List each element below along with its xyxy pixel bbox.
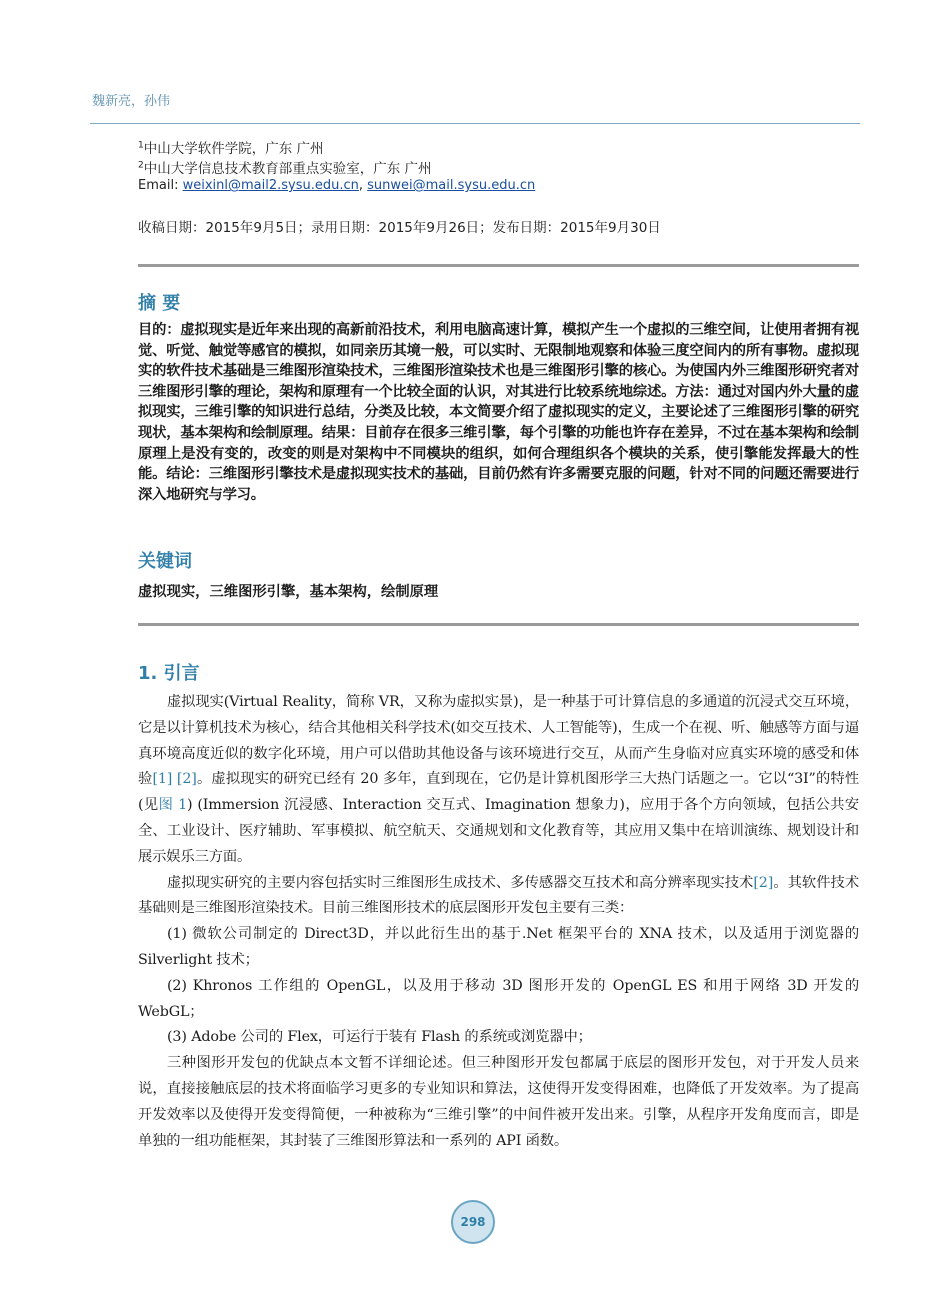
abstract-text: 目的：虚拟现实是近年来出现的高新前沿技术，利用电脑高速计算，模拟产生一个虚拟的三维空间，让使用者拥有视觉、听觉、触觉等感官的模拟，如同亲历其境一般，可以实时、无限制地观察和体验三度空间内的所有事物。虚拟现实的软件技术基础是三维图形渲染技术，三维图形渲染技术也是三维图形引擎的核心。为使国内外三维图形研究者对三维图形引擎的理论，架构和原理有一个比较全面的认识，对其进行比较系统地综述。方法：通过对国内外大量的虚拟现实，三维引擎的知识进行总结，分类及比较，本文简要介绍了虚拟现实的定义，主要论述了三维图形引擎的研究现状，基本架构和绘制原理。结果：目前存在很多三维引擎，每个引擎的功能也许存在差异，不过在基本架构和绘制原理上是没有变的，改变的则是对架构中不同模块的组织，如何合理组织各个模块的关系，使引擎能发挥最大的性能。结论：三维图形引擎技术是虚拟现实技术的基础，目前仍然有许多需要克服的问题，针对不同的问题还需要进行深入地研究与学习。 — [138, 322, 859, 503]
list-item-1: (1) 微软公司制定的 Direct3D，并以此衍生出的基于.Net 框架平台的 XNA 技术，以及适用于浏览器的 Silverlight 技术； — [138, 926, 859, 968]
affiliation-2 — [138, 157, 432, 177]
citation-link-1-2[interactable]: [1] [2] — [152, 771, 197, 788]
intro-p2-text-a: 虚拟现实研究的主要内容包括实时三维图形生成技术、多传感器交互技术和高分辨率现实技术 — [167, 874, 754, 891]
abstract-heading: 摘 要 — [138, 293, 181, 314]
intro-heading: 1. 引言 — [138, 663, 200, 684]
affiliation-1-text: 中山大学软件学院，广东 广州 — [143, 141, 324, 157]
list-item-3: (3) Adobe 公司的 Flex，可运行于装有 Flash 的系统或浏览器中； — [167, 1029, 592, 1046]
intro-p1-text-c: ) (Immersion 沉浸感、Interaction 交互式、Imagination 想象力)，应用于各个方向领域，包括公共安全、工业设计、医疗辅助、军事模拟、航空航天、交通规划和文化教育等，其应用又集中在培训演练、规划设计和展示娱乐三方面。 — [138, 797, 859, 865]
page-number-badge: 298 — [451, 1200, 495, 1244]
keywords-text: 虚拟现实，三维图形引擎，基本架构，绘制原理 — [138, 584, 439, 600]
affiliation-1-marker: 1 — [138, 140, 144, 151]
intro-body — [138, 690, 859, 1154]
header-divider — [90, 123, 860, 124]
abstract-top-rule — [138, 264, 859, 267]
email-link-2[interactable]: sunwei@mail.sysu.edu.cn — [367, 178, 536, 193]
running-header-authors: 魏新亮，孙伟 — [92, 94, 171, 109]
intro-paragraph-2 — [138, 871, 859, 923]
email-label: Email: — [138, 178, 183, 193]
affiliation-2-marker: 2 — [138, 160, 144, 171]
email-separator: , — [358, 178, 368, 193]
citation-link-2[interactable]: [2] — [753, 874, 774, 891]
affiliation-1 — [138, 137, 324, 157]
abstract-bottom-rule — [138, 623, 859, 626]
keywords-heading: 关键词 — [138, 551, 192, 572]
list-item-2: (2) Khronos 工作组的 OpenGL，以及用于移动 3D 图形开发的 OpenGL ES 和用于网络 3D 开发的 WebGL； — [138, 977, 859, 1020]
figure-1-link[interactable]: 图 1 — [158, 797, 188, 814]
intro-paragraph-3: 三种图形开发包的优缺点本文暂不详细论述。但三种图形开发包都属于底层的图形开发包，对于开发人员来说，直接接触底层的技术将面临学习更多的专业知识和算法，这使得开发变得困难，也降低了开发效率。为了提高开发效率以及使得开发变得简便，一种被称为“三维引擎”的中间件被开发出来。引擎，从程序开发角度而言，即是单独的一组功能框架，其封装了三维图形算法和一系列的 API 函数。 — [138, 1055, 859, 1149]
email-line — [138, 178, 535, 193]
intro-paragraph-1 — [138, 690, 859, 871]
intro-p1-text-b: 。虚拟现实的研究已经有 20 多年，直到现在，它仍是计算机图形学三大热门话题之一。它以“3I”的特性(见 — [138, 771, 859, 814]
affiliation-2-text: 中山大学信息技术教育部重点实验室，广东 广州 — [143, 161, 432, 177]
intro-p2-text-b: 。其软件技术基础则是三维图形渲染技术。目前三维图形技术的底层图形开发包主要有三类： — [138, 874, 859, 917]
intro-p1-text-a: 虚拟现实(Virtual Reality，简称 VR，又称为虚拟实景)，是一种基于可计算信息的多通道的沉浸式交互环境，它是以计算机技术为核心，结合其他相关科学技术(如交互技术、人工智能等)，生成一个在视、听、触感等方面与逼真环境高度近似的数字化环境，用户可以借助其他设备与该环境进行交互，从而产生身临对应真实环境的感受和体验 — [138, 694, 859, 788]
email-link-1[interactable]: weixinl@mail2.sysu.edu.cn — [182, 178, 359, 193]
publication-dates: 收稿日期：2015年9月5日；录用日期：2015年9月26日；发布日期：2015年9月30日 — [138, 220, 661, 236]
